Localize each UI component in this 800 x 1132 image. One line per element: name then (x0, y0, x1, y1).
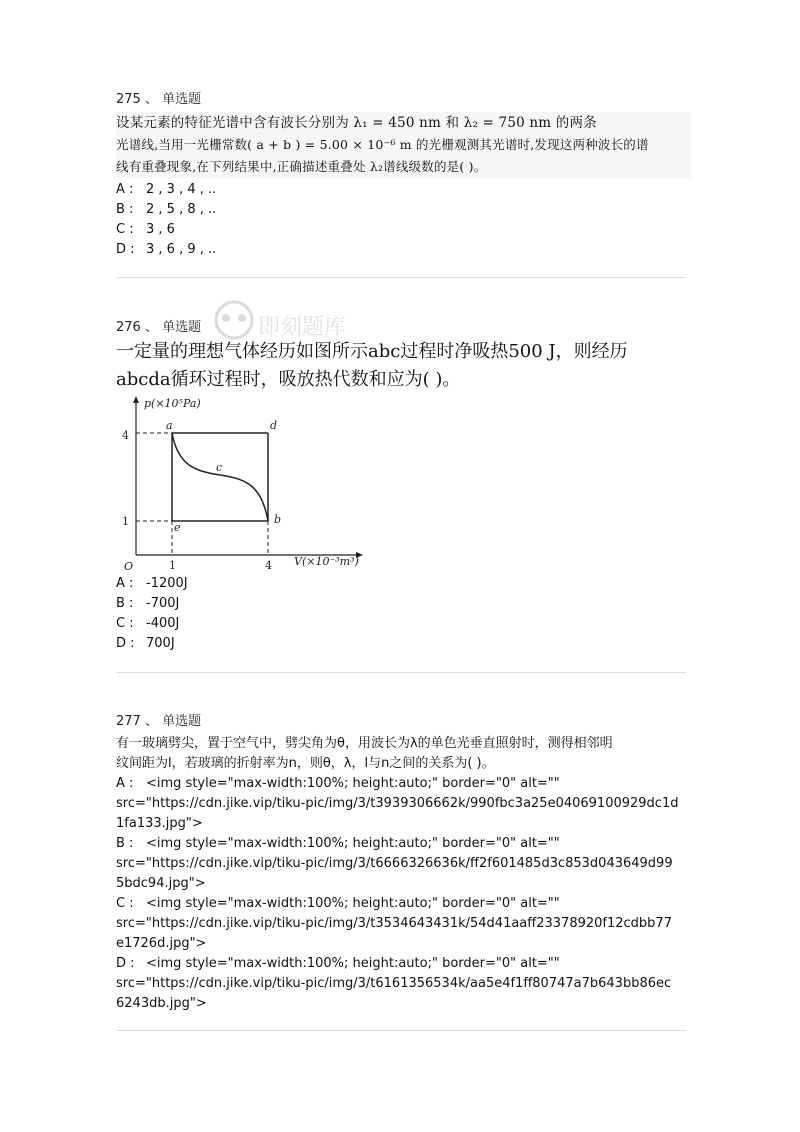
question-276 (116, 316, 686, 335)
point-d-label: d (270, 419, 278, 432)
pv-diagram (116, 395, 364, 573)
question-276-options (116, 574, 686, 654)
question-276-stem (116, 338, 696, 394)
option-c[interactable]: C : <img style="max-width:100%; height:auto;" border="0" alt="" src="https://cdn.jike.vip/tiku-pic/img/3/t3534643431k/54d41aaff23378920f12cdbb77 e1726d.jpg"> (116, 896, 672, 951)
option-a[interactable]: A : -1200J (116, 576, 188, 591)
stem-line: 纹间距为l，若玻璃的折射率为n，则θ，λ，l与n之间的关系为( )。 (116, 756, 495, 771)
question-header: 277 、 单选题 (116, 714, 202, 729)
y-tick-1: 1 (122, 515, 129, 528)
question-277-stem (116, 734, 686, 774)
option-b[interactable]: B : 2 , 5 , 8 , .. (116, 202, 217, 217)
stem-line: 设某元素的特征光谱中含有波长分别为 λ₁ = 450 nm 和 λ₂ = 750 nm 的两条 (116, 112, 691, 134)
y-tick-4: 4 (122, 429, 129, 442)
stem-line: 一定量的理想气体经历如图所示abc过程时净吸热500 J，则经历 (116, 341, 628, 362)
stem-line: abcda循环过程时，吸放热代数和应为( )。 (116, 369, 461, 390)
question-275-options (116, 180, 686, 260)
question-header: 275 、 单选题 (116, 92, 202, 107)
option-b[interactable]: B : -700J (116, 596, 180, 611)
x-axis-label: V(×10⁻³m³) (294, 555, 359, 568)
x-tick-4: 4 (265, 559, 272, 572)
point-e-label: e (174, 521, 181, 534)
point-c-label: c (216, 461, 223, 474)
question-275-stem-image (116, 112, 691, 178)
watermark-text: 即刻题库 (258, 315, 347, 340)
divider (116, 672, 686, 673)
question-277-options (116, 774, 686, 1014)
option-c[interactable]: C : 3 , 6 (116, 222, 175, 237)
option-a[interactable]: A : <img style="max-width:100%; height:auto;" border="0" alt="" src="https://cdn.jike.vip/tiku-pic/img/3/t3939306662k/990fbc3a25e04069100929dc1d 1fa133.jpg"> (116, 776, 679, 831)
option-d[interactable]: D : 700J (116, 636, 175, 651)
path-abc (172, 433, 268, 521)
divider (116, 1030, 686, 1031)
y-axis-label: p(×10⁵Pa) (144, 397, 201, 410)
option-d[interactable]: D : <img style="max-width:100%; height:auto;" border="0" alt="" src="https://cdn.jike.vip/tiku-pic/img/3/t6161356534k/aa5e4f1ff80747a7b643bb86ec 6243db.jpg"> (116, 956, 672, 1011)
divider (116, 277, 686, 278)
stem-line: 光谱线,当用一光栅常数( a + b ) = 5.00 × 10⁻⁶ m 的光栅观测其光谱时,发现这两种波长的谱 (116, 134, 691, 156)
point-a-label: a (166, 419, 173, 432)
stem-line: 线有重叠现象,在下列结果中,正确描述重叠处 λ₂谱线级数的是( )。 (116, 156, 691, 178)
point-b-label: b (274, 513, 282, 526)
question-277 (116, 710, 686, 729)
option-a[interactable]: A : 2 , 3 , 4 , .. (116, 182, 217, 197)
option-b[interactable]: B : <img style="max-width:100%; height:auto;" border="0" alt="" src="https://cdn.jike.vip/tiku-pic/img/3/t6666326636k/ff2f601485d3c853d043649d99 5bdc94.jpg"> (116, 836, 673, 891)
stem-line: 有一玻璃劈尖，置于空气中，劈尖角为θ，用波长为λ的单色光垂直照射时，测得相邻明 (116, 736, 613, 751)
option-c[interactable]: C : -400J (116, 616, 180, 631)
option-d[interactable]: D : 3 , 6 , 9 , .. (116, 242, 217, 257)
question-header: 276 、 单选题 (116, 320, 202, 335)
origin-label: O (124, 560, 134, 573)
question-275 (116, 88, 686, 107)
x-tick-1: 1 (169, 559, 176, 572)
y-axis-arrow (133, 396, 139, 403)
